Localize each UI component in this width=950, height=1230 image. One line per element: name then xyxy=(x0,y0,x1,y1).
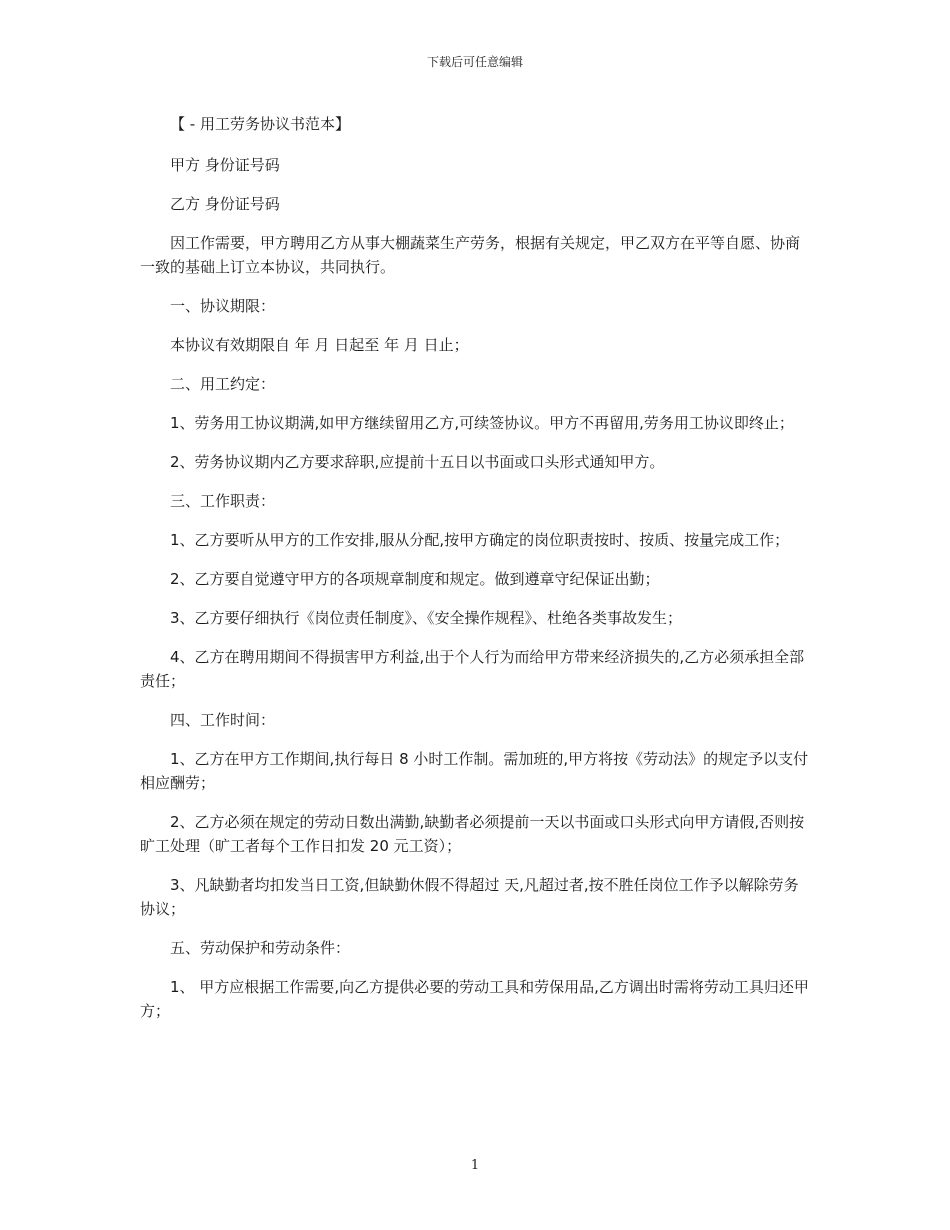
document-body xyxy=(140,112,812,1038)
clause-paragraph: 3、凡缺勤者均扣发当日工资,但缺勤休假不得超过 天,凡超过者,按不胜任岗位工作予以解除劳务协议； xyxy=(140,876,799,918)
section-heading: 五、劳动保护和劳动条件： xyxy=(170,939,351,957)
clause-paragraph: 2、乙方要自觉遵守甲方的各项规章制度和规定。做到遵章守纪保证出勤； xyxy=(170,570,660,588)
clause-paragraph: 本协议有效期限自 年 月 日起至 年 月 日止； xyxy=(170,336,469,354)
clause-paragraph: 2、乙方必须在规定的劳动日数出满勤,缺勤者必须提前一天以书面或口头形式向甲方请假,否则按旷工处理（旷工者每个工作日扣发 20 元工资）； xyxy=(140,813,805,855)
section-heading: 一、协议期限： xyxy=(170,297,276,315)
party-b-line: 乙方 身份证号码 xyxy=(170,195,280,213)
section-heading: 二、用工约定： xyxy=(170,375,276,393)
clause-paragraph: 1、乙方在甲方工作期间,执行每日 8 小时工作制。需加班的,甲方将按《劳动法》的规定予以支付相应酬劳； xyxy=(140,750,809,792)
preamble-paragraph: 因工作需要，甲方聘用乙方从事大棚蔬菜生产劳务，根据有关规定，甲乙双方在平等自愿、协商一致的基础上订立本协议，共同执行。 xyxy=(140,234,801,276)
clause-paragraph: 1、劳务用工协议期满,如甲方继续留用乙方,可续签协议。甲方不再留用,劳务用工协议即终止； xyxy=(170,414,794,432)
clause-paragraph: 4、乙方在聘用期间不得损害甲方利益,出于个人行为而给甲方带来经济损失的,乙方必须承担全部责任； xyxy=(140,648,805,690)
document-title: 【 - 用工劳务协议书范本】 xyxy=(170,115,350,133)
section-heading: 三、工作职责： xyxy=(170,492,276,510)
section-heading: 四、工作时间： xyxy=(170,711,276,729)
clause-paragraph: 3、乙方要仔细执行《岗位责任制度》、《安全操作规程》、杜绝各类事故发生； xyxy=(170,609,683,627)
page-number: 1 xyxy=(470,1158,480,1173)
clause-paragraph: 2、劳务协议期内乙方要求辞职,应提前十五日以书面或口头形式通知甲方。 xyxy=(170,453,665,471)
party-a-line: 甲方 身份证号码 xyxy=(170,156,280,174)
page-header: 下载后可任意编辑 xyxy=(426,55,523,69)
clause-paragraph: 1、乙方要听从甲方的工作安排,服从分配,按甲方确定的岗位职责按时、按质、按量完成工作； xyxy=(170,531,790,549)
clause-paragraph: 1、 甲方应根据工作需要,向乙方提供必要的劳动工具和劳保用品,乙方调出时需将劳动工具归还甲方； xyxy=(140,978,809,1020)
